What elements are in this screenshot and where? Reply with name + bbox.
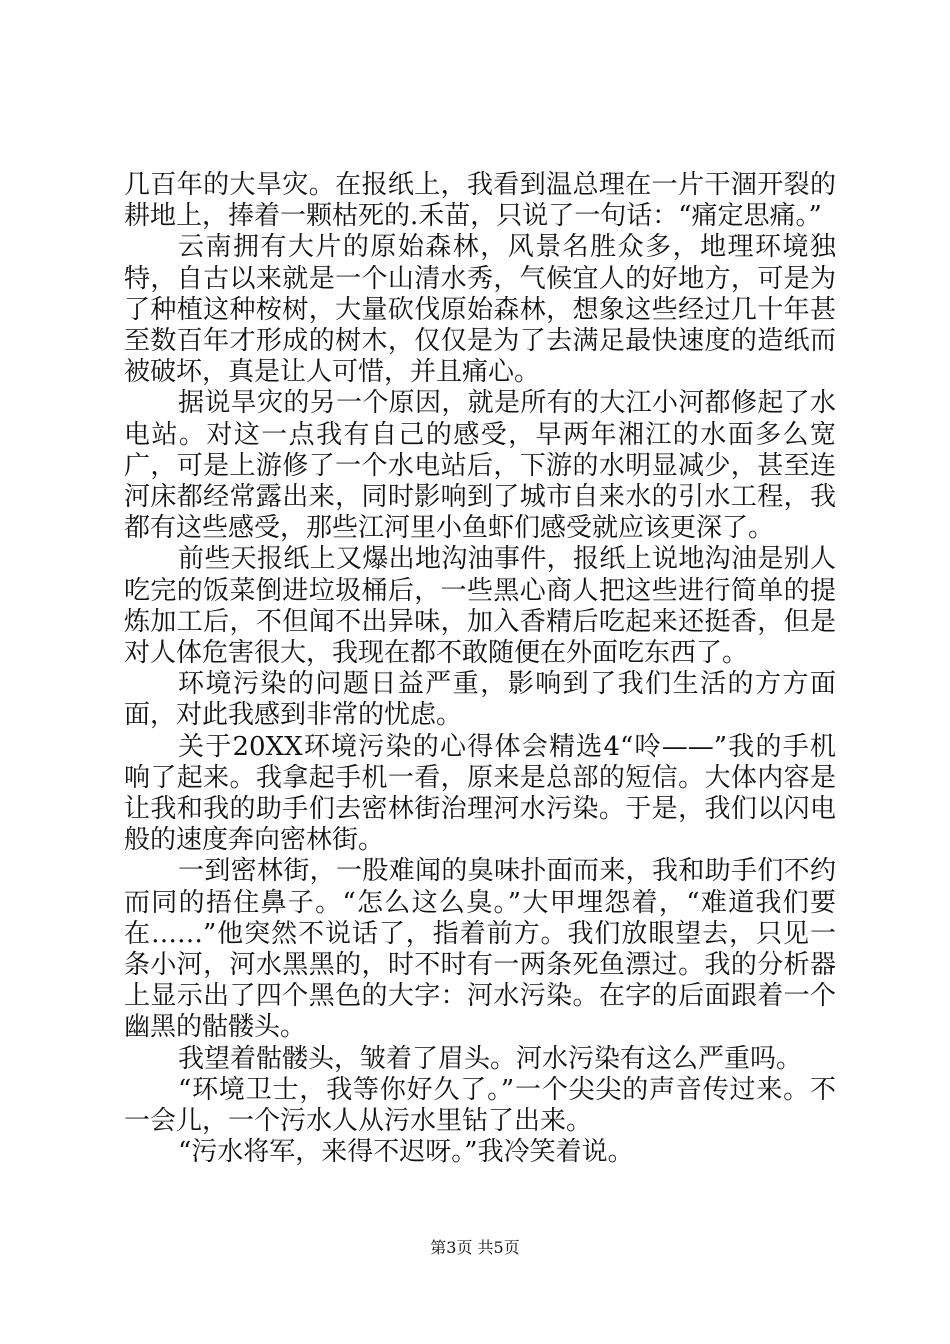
paragraph-8: 我望着骷髅头，皱着了眉头。河水污染有这么严重吗。: [178, 1043, 803, 1074]
paragraph-6: 关于20XX环境污染的心得体会精选4“呤——”我的手机响了起来。我拿起手机一看，原来是总部的短信。大体内容是让我和我的助手们去密林街治理河水污染。于是，我们以闪电般的速度奔向密林街。: [124, 731, 836, 856]
paragraph-4: 前些天报纸上又爆出地沟油事件，报纸上说地沟油是别人吃完的饭菜倒进垃圾桶后，一些黑心商人把这些进行简单的提炼加工后，不但闻不出异味，加入香精后吃起来还挺香，但是对人体危害很大，我现在都不敢随便在外面吃东西了。: [124, 544, 836, 669]
paragraph-1: 几百年的大旱灾。在报纸上，我看到温总理在一片干涸开裂的耕地上，捧着一颗枯死的.禾苗，只说了一句话：“痛定思痛。”: [124, 170, 836, 232]
paragraph-2: 云南拥有大片的原始森林，风景名胜众多，地理环境独特，自古以来就是一个山清水秀，气候宜人的好地方，可是为了种植这种桉树，大量砍伐原始森林，想象这些经过几十年甚至数百年才形成的树木，仅仅是为了去满足最快速度的造纸而被破坏，真是让人可惜，并且痛心。: [124, 232, 836, 388]
paragraph-9: “环境卫士，我等你好久了。”一个尖尖的声音传过来。不一会儿，一个污水人从污水里钻了出来。: [124, 1074, 836, 1137]
page-number-footer: 第3页 共5页: [430, 1238, 520, 1257]
paragraph-5: 环境污染的问题日益严重，影响到了我们生活的方方面面，对此我感到非常的忧虑。: [124, 669, 836, 731]
paragraph-10: “污水将军，来得不迟呀。”我冷笑着说。: [178, 1137, 634, 1168]
document-body: [124, 170, 836, 1169]
paragraph-3: 据说旱灾的另一个原因，就是所有的大江小河都修起了水电站。对这一点我有自己的感受，早两年湘江的水面多么宽广，可是上游修了一个水电站后，下游的水明显减少，甚至连河床都经常露出来，同时影响到了城市自来水的引水工程，我都有这些感受，那些江河里小鱼虾们感受就应该更深了。: [124, 388, 836, 544]
paragraph-7: 一到密林街，一股难闻的臭味扑面而来，我和助手们不约而同的捂住鼻子。“怎么这么臭。”大甲埋怨着，“难道我们要在……”他突然不说话了，指着前方。我们放眼望去，只见一条小河，河水黑黑的，时不时有一两条死鱼漂过。我的分析器上显示出了四个黑色的大字：河水污染。在字的后面跟着一个幽黑的骷髅头。: [124, 856, 836, 1043]
